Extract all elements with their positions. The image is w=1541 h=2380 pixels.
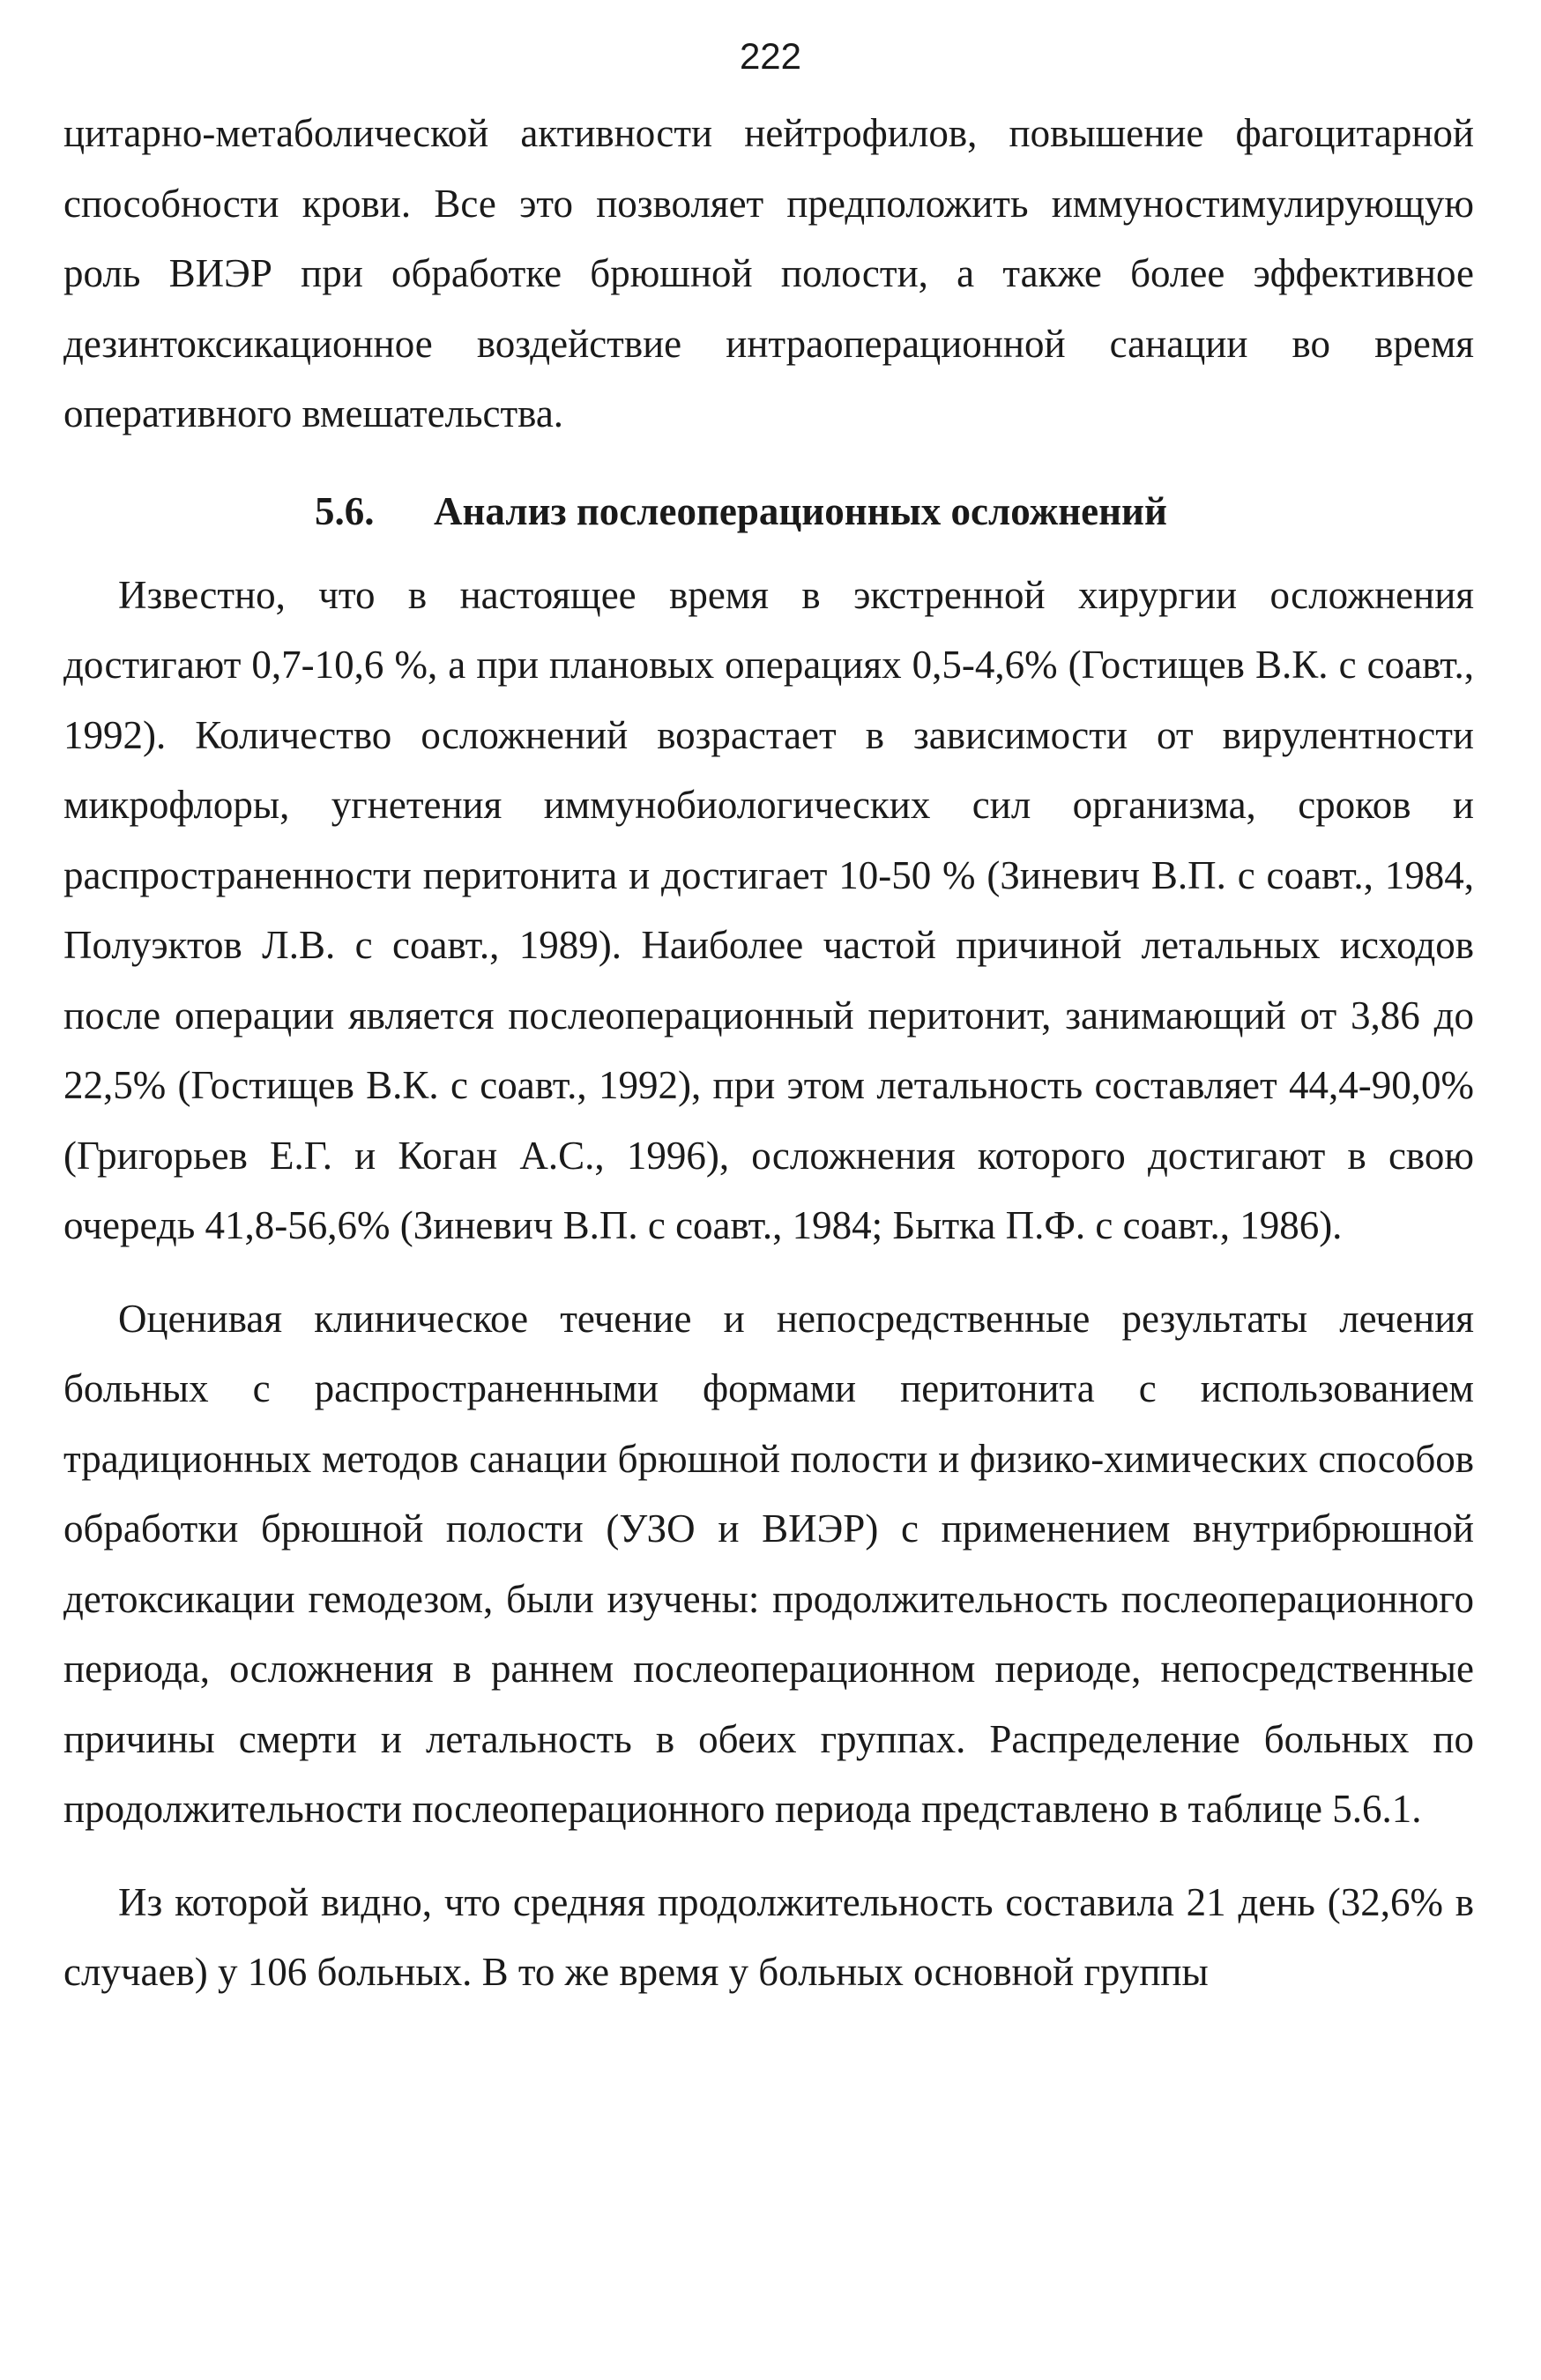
paragraph: Известно, что в настоящее время в экстренной хирургии осложнения достигают 0,7-10,6 %, а при плановых операциях 0,5-4,6% (Гостищев В.К. с соавт., 1992). Количество осложнений возрастает в зависимости от вирулентности микрофлоры, угнетения иммунобиологических сил организма, сроков и распространенности перитонита и достигает 10-50 % (Зиневич В.П. с соавт., 1984, Полуэктов Л.В. с соавт., 1989). Наиболее частой причиной летальных исходов после операции является послеоперационный перитонит, занимающий от 3,86 до 22,5% (Гостищев В.К. с соавт., 1992), при этом летальность составляет 44,4-90,0% (Григорьев Е.Г. и Коган А.С., 1996), осложнения которого достигают в свою очередь 41,8-56,6% (Зиневич В.П. с соавт., 1984; Бытка П.Ф. с соавт., 1986). <box>63 572 1474 1247</box>
body-text <box>63 99 1474 2008</box>
paragraph: Оценивая клиническое течение и непосредственные результаты лечения больных с распространенными формами перитонита с использованием традиционных методов санации брюшной полости и физико-химических способов обработки брюшной полости (УЗО и ВИЭР) с применением внутрибрюшной детоксикации гемодезом, были изучены: продолжительность послеоперационного периода, осложнения в раннем послеоперационном периоде, непосредственные причины смерти и летальность в обеих группах. Распределение больных по продолжительности послеоперационного периода представлено в таблице 5.6.1. <box>63 1296 1474 1831</box>
section-title: Анализ послеоперационных осложнений <box>434 488 1167 533</box>
section-heading <box>63 476 1474 547</box>
paragraph-continuation: цитарно-метаболической активности нейтрофилов, повышение фагоцитарной способности крови. Все это позволяет предположить иммуностимулирующую роль ВИЭР при обработке брюшной полости, а также более эффективное дезинтоксикационное воздействие интраоперационной санации во время оперативного вмешательства. <box>63 111 1474 435</box>
page-number: 222 <box>739 35 802 77</box>
paragraph: Из которой видно, что средняя продолжительность составила 21 день (32,6% в случаев) у 106 больных. В то же время у больных основной группы <box>63 1879 1474 1994</box>
section-number: 5.6. <box>315 488 375 533</box>
